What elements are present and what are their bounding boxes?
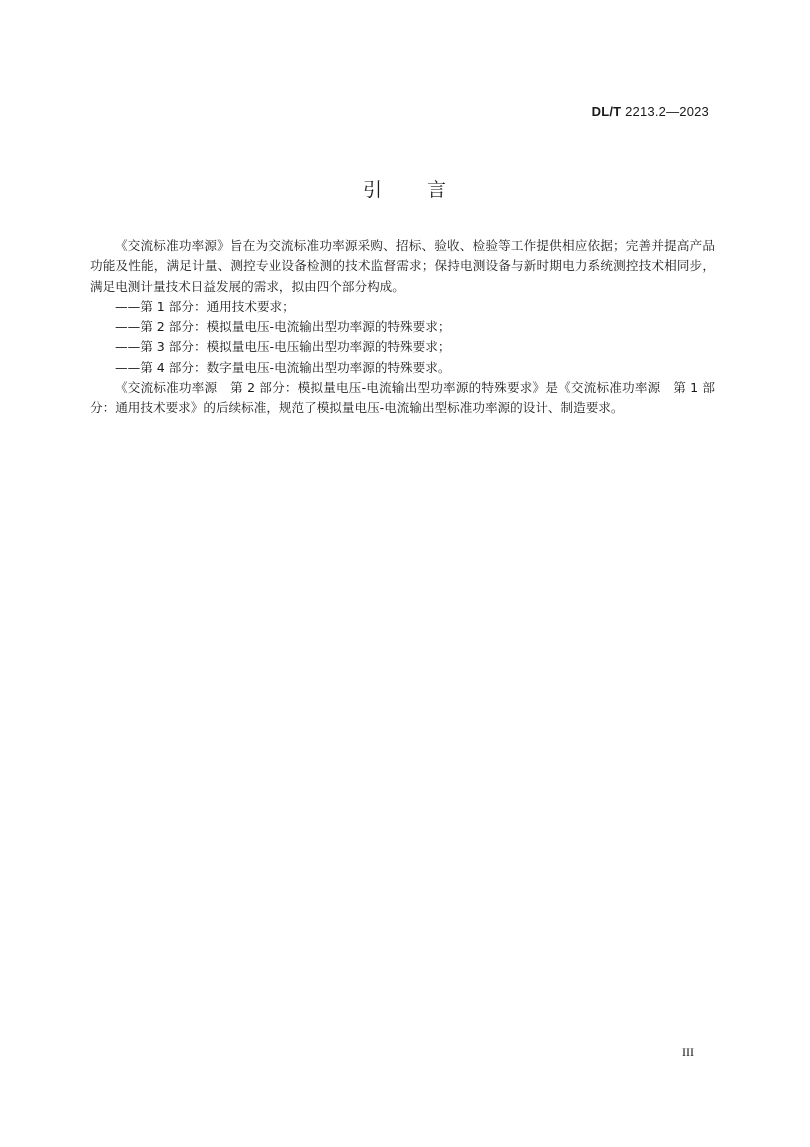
standard-code — [592, 104, 709, 119]
part-list-item-3: ——第 3 部分：模拟量电压-电压输出型功率源的特殊要求； — [115, 339, 451, 355]
standard-code-number: 2213.2—2023 — [625, 104, 709, 119]
foreword-paragraph-1: 《交流标准功率源》旨在为交流标准功率源采购、招标、验收、检验等工作提供相应依据；完善并提高产品功能及性能，满足计量、测控专业设备检测的技术监督需求；保持电测设备与新时期电力系统测控技术相同步，满足电测计量技术日益发展的需求，拟由四个部分构成。 — [90, 238, 715, 294]
page-title — [0, 175, 810, 202]
foreword-paragraph-2: 《交流标准功率源 第 2 部分：模拟量电压-电流输出型功率源的特殊要求》是《交流标准功率源 第 1 部分：通用技术要求》的后续标准，规范了模拟量电压-电流输出型标准功率源的设计、制造要求。 — [90, 380, 715, 416]
foreword-body — [90, 236, 715, 419]
title-char-2: 言 — [427, 179, 448, 201]
part-list-item-4: ——第 4 部分：数字量电压-电流输出型功率源的特殊要求。 — [115, 359, 451, 375]
standard-code-prefix: DL/T — [591, 104, 622, 119]
page-number: III — [682, 1045, 694, 1059]
title-char-1: 引 — [362, 179, 383, 201]
part-list-item-1: ——第 1 部分：通用技术要求； — [115, 298, 295, 314]
part-list-item-2: ——第 2 部分：模拟量电压-电流输出型功率源的特殊要求； — [115, 319, 451, 335]
